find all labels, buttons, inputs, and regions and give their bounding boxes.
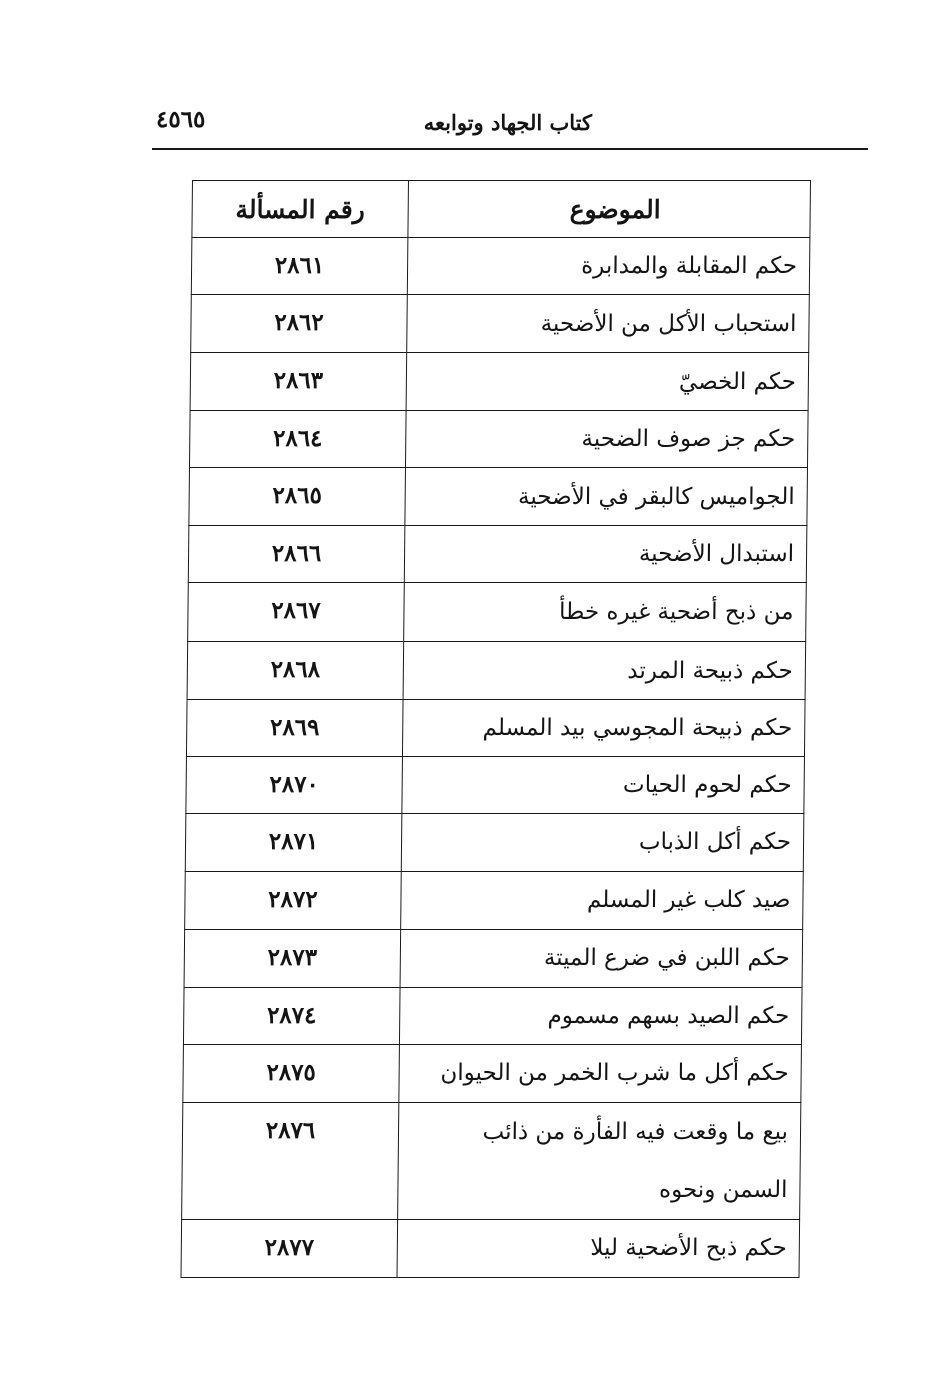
row-topic: حكم أكل ما شرب الخمر من الحيوان bbox=[399, 1044, 802, 1102]
page-header bbox=[152, 100, 868, 150]
row-topic: حكم ذبح الأضحية ليلا bbox=[397, 1219, 800, 1277]
table-row bbox=[190, 353, 809, 411]
table-row bbox=[191, 295, 810, 353]
row-number: ٢٨٦٤ bbox=[189, 411, 406, 468]
table-row bbox=[188, 583, 807, 642]
row-number: ٢٨٦٩ bbox=[186, 700, 403, 757]
row-topic: حكم أكل الذباب bbox=[401, 814, 804, 871]
row-topic: من ذبح أضحية غيره خطأ bbox=[404, 583, 807, 642]
row-number: ٢٨٧٣ bbox=[184, 929, 401, 987]
row-topic: حكم ذبيحة المرتد bbox=[403, 642, 806, 700]
table-row bbox=[181, 1219, 800, 1277]
table-row bbox=[182, 1102, 801, 1219]
table-row bbox=[183, 987, 802, 1044]
row-number: ٢٨٧٢ bbox=[185, 871, 402, 929]
row-topic: الجواميس كالبقر في الأضحية bbox=[405, 468, 808, 526]
table-header-row bbox=[192, 181, 811, 238]
row-number: ٢٨٦٦ bbox=[188, 526, 405, 583]
table-row bbox=[188, 526, 807, 583]
row-topic: حكم الخصيّ bbox=[406, 353, 809, 411]
row-number: ٢٨٦٨ bbox=[187, 642, 404, 700]
table-row bbox=[189, 411, 808, 468]
index-table bbox=[181, 180, 811, 1278]
table-row bbox=[186, 757, 805, 814]
row-number: ٢٨٧٦ bbox=[182, 1102, 399, 1219]
row-topic: بيع ما وقعت فيه الفأرة من ذائب السمن ونحوه bbox=[398, 1102, 801, 1219]
row-number: ٢٨٦٣ bbox=[190, 353, 407, 411]
row-topic: حكم ذبيحة المجوسي بيد المسلم bbox=[402, 700, 805, 757]
row-number: ٢٨٦٥ bbox=[189, 468, 406, 526]
row-topic: صيد كلب غير المسلم bbox=[401, 871, 804, 929]
table-row bbox=[183, 1044, 802, 1102]
page-number: ٤٥٦٥ bbox=[156, 106, 206, 133]
row-number: ٢٨٦٢ bbox=[191, 295, 408, 353]
table-row bbox=[185, 814, 804, 871]
table-row bbox=[191, 238, 810, 295]
row-topic: حكم لحوم الحيات bbox=[402, 757, 805, 814]
row-topic: حكم الصيد بسهم مسموم bbox=[399, 987, 802, 1044]
row-number: ٢٨٧٧ bbox=[181, 1219, 398, 1277]
row-number: ٢٨٦٧ bbox=[188, 583, 405, 642]
row-number: ٢٨٦١ bbox=[191, 238, 408, 295]
row-number: ٢٨٧١ bbox=[185, 814, 402, 871]
table-row bbox=[184, 929, 803, 987]
table-row bbox=[186, 700, 805, 757]
row-topic: حكم اللبن في ضرع الميتة bbox=[400, 929, 803, 987]
book-title: كتاب الجهاد وتوابعه bbox=[423, 110, 592, 135]
table-row bbox=[185, 871, 804, 929]
row-topic: حكم جز صوف الضحية bbox=[405, 411, 808, 468]
row-topic: استحباب الأكل من الأضحية bbox=[407, 295, 810, 353]
row-number: ٢٨٧٥ bbox=[183, 1044, 400, 1102]
row-topic: حكم المقابلة والمدابرة bbox=[407, 238, 810, 295]
index-table-wrapper bbox=[181, 180, 810, 1278]
row-number: ٢٨٧٠ bbox=[186, 757, 403, 814]
row-topic: استبدال الأضحية bbox=[404, 526, 807, 583]
row-number: ٢٨٧٤ bbox=[183, 987, 400, 1044]
header-topic: الموضوع bbox=[408, 181, 811, 238]
table-row bbox=[189, 468, 808, 526]
table-row bbox=[187, 642, 806, 700]
header-number: رقم المسألة bbox=[192, 181, 409, 238]
